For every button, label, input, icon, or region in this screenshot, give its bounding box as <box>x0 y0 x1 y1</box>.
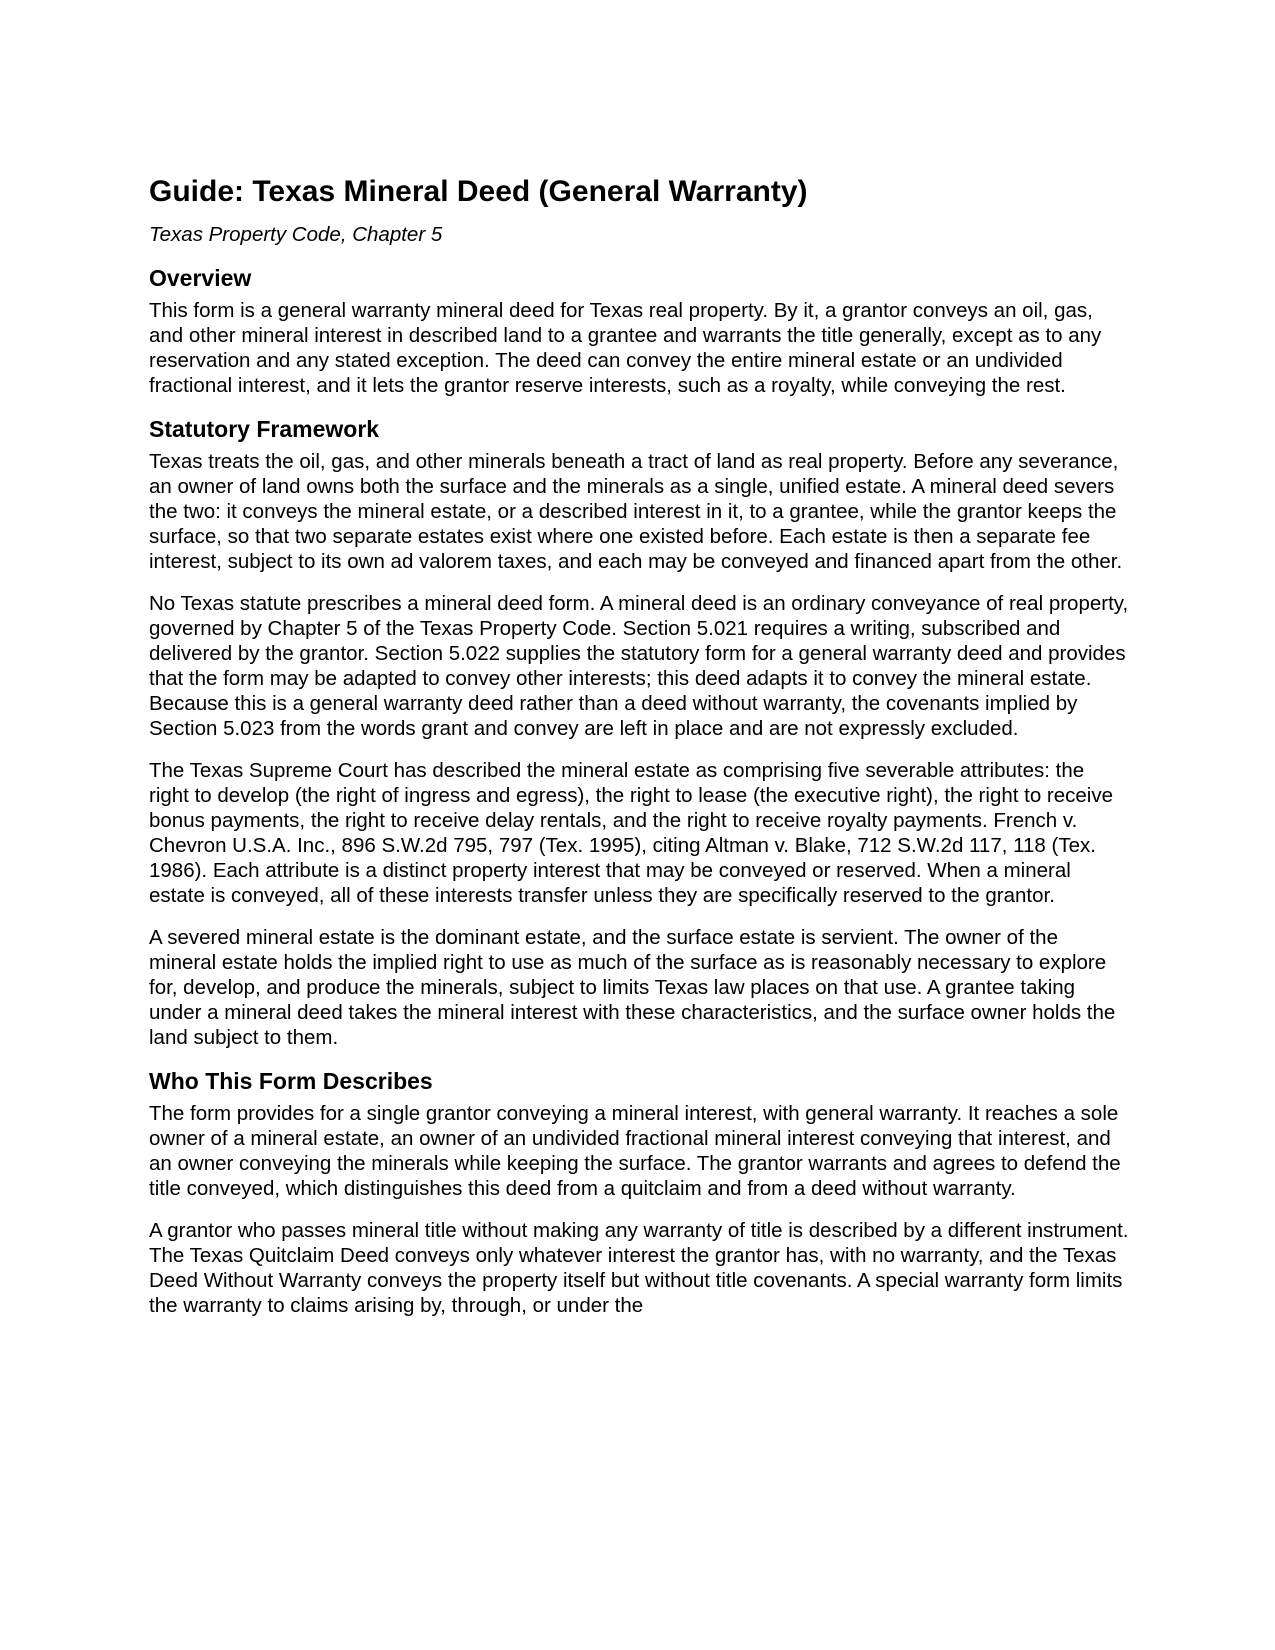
section-heading: Statutory Framework <box>149 416 380 442</box>
section-overview <box>149 263 1129 398</box>
section-who-this-form-describes <box>149 1066 1129 1318</box>
section-heading: Who This Form Describes <box>149 1068 433 1094</box>
paragraph: A severed mineral estate is the dominant estate, and the surface estate is servient. The owner of the mineral estate holds the implied right to use as much of the surface as is reasonably necessary to explore for, develop, and produce the minerals, subject to limits Texas law places on that use. A grantee taking under a mineral deed takes the mineral interest with these characteristics, and the surface owner holds the land subject to them. <box>149 926 1116 1049</box>
section-statutory-framework <box>149 414 1129 1050</box>
paragraph: Texas treats the oil, gas, and other minerals beneath a tract of land as real property. Before any severance, an owner of land owns both the surface and the minerals as a single, unified estate. A mineral deed severs the two: it conveys the mineral estate, or a described interest in it, to a grantee, while the grantor keeps the surface, so that two separate estates exist where one existed before. Each estate is then a separate fee interest, subject to its own ad valorem taxes, and each may be conveyed and financed apart from the other. <box>149 450 1123 573</box>
document-title: Guide: Texas Mineral Deed (General Warranty) <box>149 175 808 208</box>
document-page <box>149 172 1129 1318</box>
paragraph: No Texas statute prescribes a mineral deed form. A mineral deed is an ordinary conveyance of real property, governed by Chapter 5 of the Texas Property Code. Section 5.021 requires a writing, subscribed and delivered by the grantor. Section 5.022 supplies the statutory form for a general warranty deed and provides that the form may be adapted to convey other interests; this deed adapts it to convey the mineral estate. Because this is a general warranty deed rather than a deed without warranty, the covenants implied by Section 5.023 from the words grant and convey are left in place and are not expressly excluded. <box>149 592 1129 740</box>
paragraph: The form provides for a single grantor conveying a mineral interest, with general warranty. It reaches a sole owner of a mineral estate, an owner of an undivided fractional mineral interest conveying that interest, and an owner conveying the minerals while keeping the surface. The grantor warrants and agrees to defend the title conveyed, which distinguishes this deed from a quitclaim and from a deed without warranty. <box>149 1102 1121 1200</box>
paragraph: This form is a general warranty mineral deed for Texas real property. By it, a grantor conveys an oil, gas, and other mineral interest in described land to a grantee and warrants the title generally, except as to any reservation and any stated exception. The deed can convey the entire mineral estate or an undivided fractional interest, and it lets the grantor reserve interests, such as a royalty, while conveying the rest. <box>149 299 1102 397</box>
paragraph: The Texas Supreme Court has described the mineral estate as comprising five severable attributes: the right to develop (the right of ingress and egress), the right to lease (the executive right), the right to receive bonus payments, the right to receive delay rentals, and the right to receive royalty payments. French v. Chevron U.S.A. Inc., 896 S.W.2d 795, 797 (Tex. 1995), citing Altman v. Blake, 712 S.W.2d 117, 118 (Tex. 1986). Each attribute is a distinct property interest that may be conveyed or reserved. When a mineral estate is conveyed, all of these interests transfer unless they are specifically reserved to the grantor. <box>149 759 1114 907</box>
paragraph: A grantor who passes mineral title without making any warranty of title is described by a different instrument. The Texas Quitclaim Deed conveys only whatever interest the grantor has, with no warranty, and the Texas Deed Without Warranty conveys the property itself but without title covenants. A special warranty form limits the warranty to claims arising by, through, or under the <box>149 1219 1129 1317</box>
document-subtitle: Texas Property Code, Chapter 5 <box>149 223 443 246</box>
section-heading: Overview <box>149 265 252 291</box>
